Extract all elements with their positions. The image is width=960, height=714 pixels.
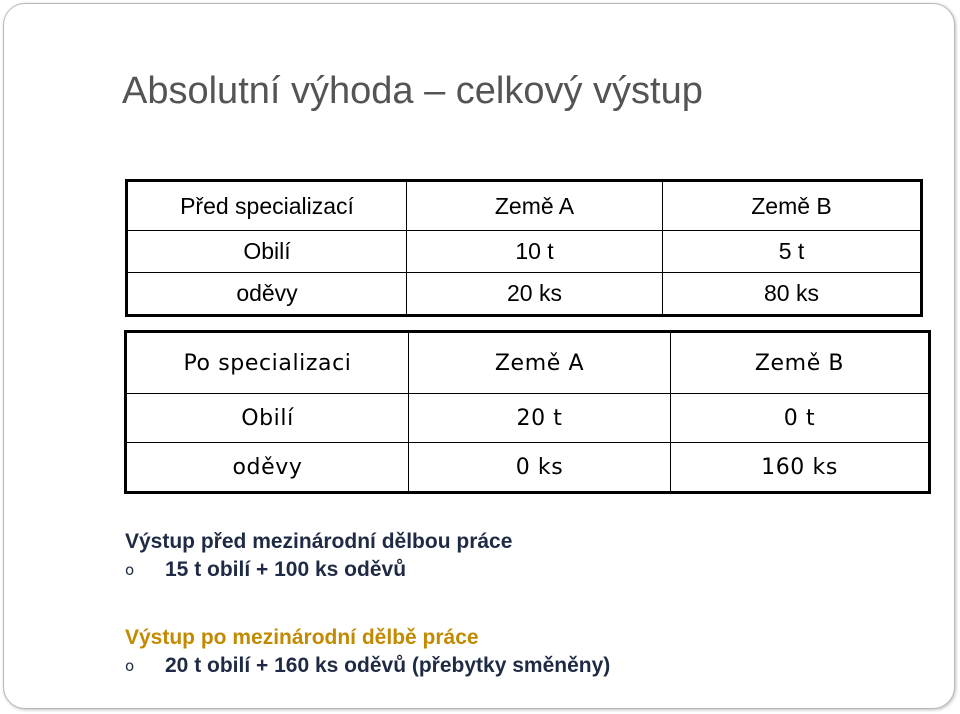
slide-title: Absolutní výhoda – celkový výstup <box>122 70 703 112</box>
table-cell: Obilí <box>126 394 409 443</box>
output-after-section <box>125 624 610 680</box>
output-before-heading: Výstup před mezinárodní dělbou práce <box>125 530 513 553</box>
output-after-heading: Výstup po mezinárodní dělbě práce <box>125 626 479 649</box>
after-specialization-table <box>124 330 931 494</box>
header-cell: Před specializací <box>127 181 407 231</box>
header-cell: Po specializaci <box>126 332 409 394</box>
header-cell: Země A <box>409 332 671 394</box>
table-cell: 5 t <box>663 231 922 273</box>
table-row <box>126 443 930 493</box>
table-cell: 0 t <box>671 394 930 443</box>
slide <box>3 3 955 709</box>
output-before-text: 15 t obilí + 100 ks oděvů <box>165 558 407 581</box>
list-item <box>125 652 610 680</box>
table-header-row <box>126 332 930 394</box>
table-row <box>126 394 930 443</box>
circle-bullet-icon: o <box>125 657 135 675</box>
header-cell: Země B <box>663 181 922 231</box>
output-after-text: 20 t obilí + 160 ks oděvů (přebytky směněny) <box>165 654 611 677</box>
table-cell: 20 ks <box>407 273 663 316</box>
table-cell: 0 ks <box>409 443 671 493</box>
table-cell: 20 t <box>409 394 671 443</box>
table-header-row <box>127 181 922 231</box>
output-before-section <box>125 528 512 584</box>
header-cell: Země A <box>407 181 663 231</box>
table-cell: Obilí <box>127 231 407 273</box>
table-cell: 80 ks <box>663 273 922 316</box>
table-row <box>127 273 922 316</box>
table-cell: 160 ks <box>671 443 930 493</box>
table-cell: oděvy <box>127 273 407 316</box>
table-cell: oděvy <box>126 443 409 493</box>
table-row <box>127 231 922 273</box>
before-specialization-table <box>125 179 923 317</box>
circle-bullet-icon: o <box>125 561 135 579</box>
table-cell: 10 t <box>407 231 663 273</box>
header-cell: Země B <box>671 332 930 394</box>
list-item <box>125 556 512 584</box>
